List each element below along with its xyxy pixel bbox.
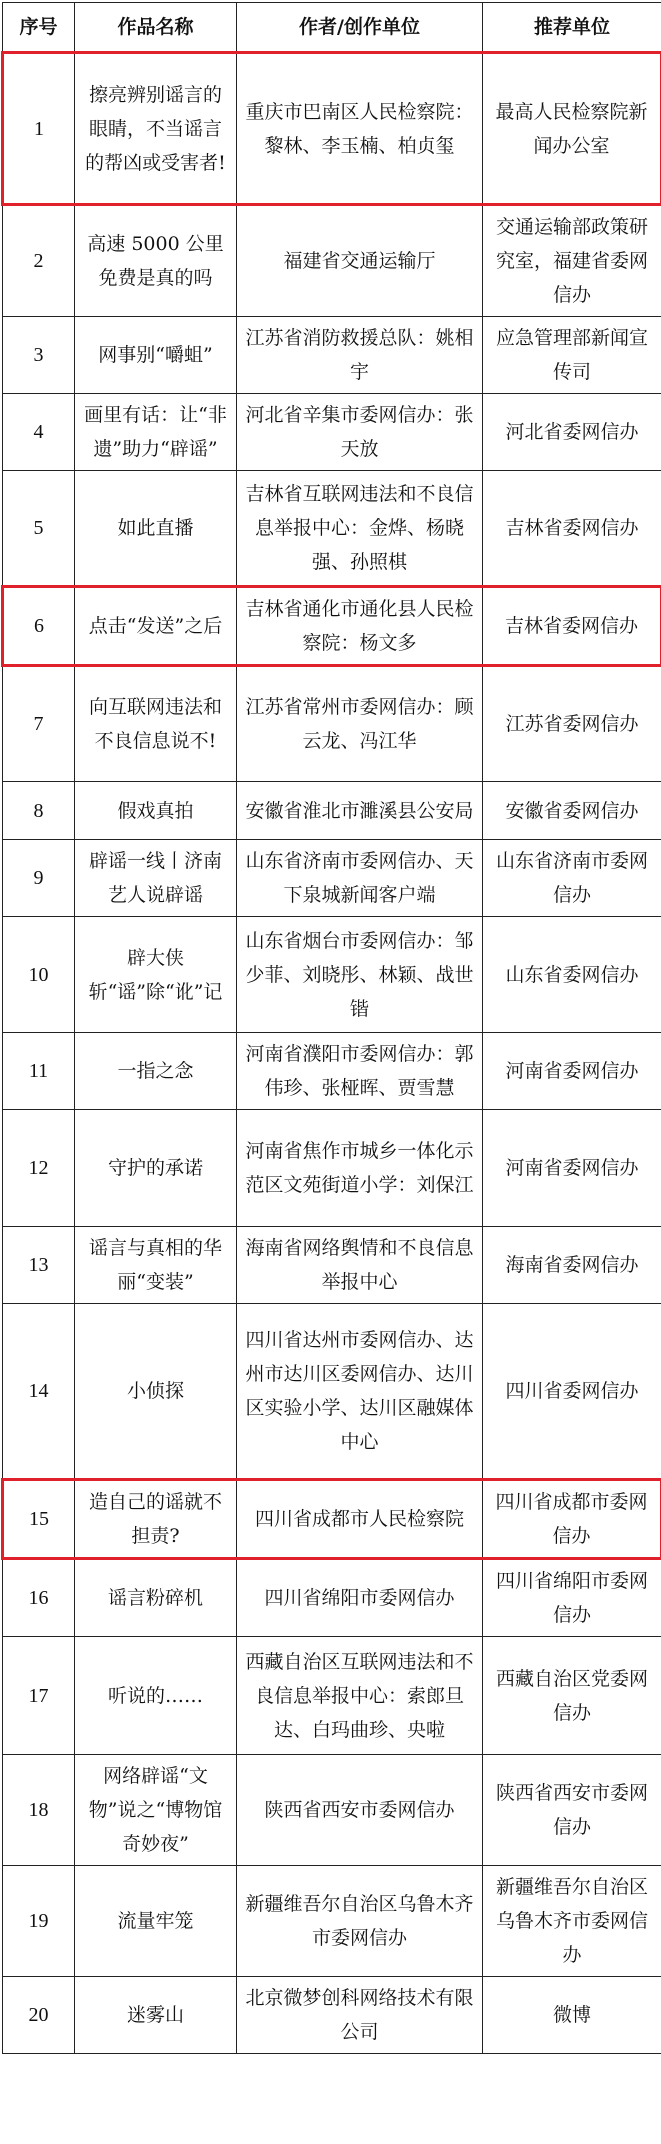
header-work-title: 作品名称 bbox=[75, 3, 237, 53]
cell-serial: 16 bbox=[3, 1559, 75, 1637]
table-row bbox=[3, 587, 661, 666]
cell-work-title: 迷雾山 bbox=[75, 1977, 237, 2054]
table-row bbox=[3, 471, 661, 587]
table-row bbox=[3, 1977, 661, 2054]
cell-author: 吉林省互联网违法和不良信息举报中心：金烨、杨晓强、孙照棋 bbox=[237, 471, 483, 587]
works-table bbox=[1, 2, 661, 2054]
cell-work-title: 网事别“嚼蛆” bbox=[75, 317, 237, 394]
cell-author: 四川省成都市人民检察院 bbox=[237, 1480, 483, 1559]
table-row bbox=[3, 917, 661, 1033]
cell-author: 新疆维吾尔自治区乌鲁木齐市委网信办 bbox=[237, 1866, 483, 1977]
table-row bbox=[3, 1559, 661, 1637]
table-body bbox=[3, 53, 661, 2054]
cell-recommender: 四川省绵阳市委网信办 bbox=[483, 1559, 661, 1637]
cell-author: 北京微梦创科网络技术有限公司 bbox=[237, 1977, 483, 2054]
cell-recommender: 四川省委网信办 bbox=[483, 1304, 661, 1480]
cell-work-title: 画里有话：让“非遗”助力“辟谣” bbox=[75, 394, 237, 471]
cell-serial: 13 bbox=[3, 1227, 75, 1304]
cell-work-title: 造自己的谣就不担责? bbox=[75, 1480, 237, 1559]
table-row bbox=[3, 1866, 661, 1977]
table-row bbox=[3, 317, 661, 394]
table-row bbox=[3, 1755, 661, 1866]
cell-recommender: 吉林省委网信办 bbox=[483, 587, 661, 666]
cell-work-title: 如此直播 bbox=[75, 471, 237, 587]
cell-recommender: 海南省委网信办 bbox=[483, 1227, 661, 1304]
cell-author: 山东省烟台市委网信办：邹少菲、刘晓彤、林颖、战世锴 bbox=[237, 917, 483, 1033]
cell-work-title: 小侦探 bbox=[75, 1304, 237, 1480]
table-row bbox=[3, 1480, 661, 1559]
cell-recommender: 陕西省西安市委网信办 bbox=[483, 1755, 661, 1866]
cell-serial: 17 bbox=[3, 1637, 75, 1755]
cell-author: 福建省交通运输厅 bbox=[237, 205, 483, 317]
table-row bbox=[3, 840, 661, 917]
cell-author: 河南省焦作市城乡一体化示范区文苑街道小学：刘保江 bbox=[237, 1110, 483, 1227]
table-row bbox=[3, 1304, 661, 1480]
table-row bbox=[3, 1033, 661, 1110]
cell-serial: 5 bbox=[3, 471, 75, 587]
cell-recommender: 山东省委网信办 bbox=[483, 917, 661, 1033]
cell-author: 河北省辛集市委网信办：张天放 bbox=[237, 394, 483, 471]
cell-recommender: 河南省委网信办 bbox=[483, 1033, 661, 1110]
cell-recommender: 安徽省委网信办 bbox=[483, 782, 661, 840]
cell-work-title: 网络辟谣“文物”说之“博物馆奇妙夜” bbox=[75, 1755, 237, 1866]
cell-serial: 8 bbox=[3, 782, 75, 840]
cell-serial: 10 bbox=[3, 917, 75, 1033]
cell-recommender: 西藏自治区党委网信办 bbox=[483, 1637, 661, 1755]
cell-recommender: 最高人民检察院新闻办公室 bbox=[483, 53, 661, 205]
table-row bbox=[3, 782, 661, 840]
cell-author: 海南省网络舆情和不良信息举报中心 bbox=[237, 1227, 483, 1304]
cell-work-title: 辟谣一线丨济南艺人说辟谣 bbox=[75, 840, 237, 917]
cell-author: 吉林省通化市通化县人民检察院：杨文多 bbox=[237, 587, 483, 666]
cell-recommender: 河北省委网信办 bbox=[483, 394, 661, 471]
cell-recommender: 四川省成都市委网信办 bbox=[483, 1480, 661, 1559]
cell-work-title: 流量牢笼 bbox=[75, 1866, 237, 1977]
cell-serial: 1 bbox=[3, 53, 75, 205]
table-row bbox=[3, 1110, 661, 1227]
cell-work-title: 谣言与真相的华丽“变装” bbox=[75, 1227, 237, 1304]
header-serial: 序号 bbox=[3, 3, 75, 53]
cell-serial: 11 bbox=[3, 1033, 75, 1110]
cell-author: 河南省濮阳市委网信办：郭伟珍、张桠晖、贾雪慧 bbox=[237, 1033, 483, 1110]
cell-work-title: 守护的承诺 bbox=[75, 1110, 237, 1227]
cell-work-title: 点击“发送”之后 bbox=[75, 587, 237, 666]
cell-recommender: 新疆维吾尔自治区乌鲁木齐市委网信办 bbox=[483, 1866, 661, 1977]
cell-serial: 12 bbox=[3, 1110, 75, 1227]
cell-serial: 18 bbox=[3, 1755, 75, 1866]
cell-recommender: 应急管理部新闻宣传司 bbox=[483, 317, 661, 394]
table-row bbox=[3, 666, 661, 782]
cell-work-title: 假戏真拍 bbox=[75, 782, 237, 840]
cell-author: 西藏自治区互联网违法和不良信息举报中心：索郎旦达、白玛曲珍、央啦 bbox=[237, 1637, 483, 1755]
cell-work-title: 高速 5000 公里免费是真的吗 bbox=[75, 205, 237, 317]
cell-serial: 3 bbox=[3, 317, 75, 394]
cell-serial: 2 bbox=[3, 205, 75, 317]
cell-work-title: 向互联网违法和不良信息说不! bbox=[75, 666, 237, 782]
cell-author: 江苏省消防救援总队：姚相宇 bbox=[237, 317, 483, 394]
cell-serial: 19 bbox=[3, 1866, 75, 1977]
cell-author: 陕西省西安市委网信办 bbox=[237, 1755, 483, 1866]
cell-recommender: 交通运输部政策研究室，福建省委网信办 bbox=[483, 205, 661, 317]
cell-work-title: 擦亮辨别谣言的眼睛，不当谣言的帮凶或受害者! bbox=[75, 53, 237, 205]
cell-recommender: 山东省济南市委网信办 bbox=[483, 840, 661, 917]
cell-serial: 14 bbox=[3, 1304, 75, 1480]
table-row bbox=[3, 53, 661, 205]
cell-serial: 4 bbox=[3, 394, 75, 471]
cell-author: 重庆市巴南区人民检察院：黎林、李玉楠、柏贞玺 bbox=[237, 53, 483, 205]
cell-work-title: 谣言粉碎机 bbox=[75, 1559, 237, 1637]
header-recommender: 推荐单位 bbox=[483, 3, 661, 53]
table-row bbox=[3, 1637, 661, 1755]
cell-recommender: 吉林省委网信办 bbox=[483, 471, 661, 587]
cell-serial: 6 bbox=[3, 587, 75, 666]
header-author: 作者/创作单位 bbox=[237, 3, 483, 53]
table-row bbox=[3, 1227, 661, 1304]
cell-serial: 7 bbox=[3, 666, 75, 782]
cell-work-title: 辟大侠斩“谣”除“讹”记 bbox=[75, 917, 237, 1033]
cell-work-title: 一指之念 bbox=[75, 1033, 237, 1110]
cell-author: 山东省济南市委网信办、天下泉城新闻客户端 bbox=[237, 840, 483, 917]
table-row bbox=[3, 394, 661, 471]
cell-work-title: 听说的…… bbox=[75, 1637, 237, 1755]
cell-author: 四川省绵阳市委网信办 bbox=[237, 1559, 483, 1637]
cell-author: 安徽省淮北市濉溪县公安局 bbox=[237, 782, 483, 840]
table-header-row bbox=[3, 3, 661, 53]
table-row bbox=[3, 205, 661, 317]
cell-serial: 9 bbox=[3, 840, 75, 917]
cell-serial: 15 bbox=[3, 1480, 75, 1559]
cell-recommender: 微博 bbox=[483, 1977, 661, 2054]
cell-recommender: 江苏省委网信办 bbox=[483, 666, 661, 782]
cell-serial: 20 bbox=[3, 1977, 75, 2054]
cell-recommender: 河南省委网信办 bbox=[483, 1110, 661, 1227]
cell-author: 四川省达州市委网信办、达州市达川区委网信办、达川区实验小学、达川区融媒体中心 bbox=[237, 1304, 483, 1480]
cell-author: 江苏省常州市委网信办：顾云龙、冯江华 bbox=[237, 666, 483, 782]
